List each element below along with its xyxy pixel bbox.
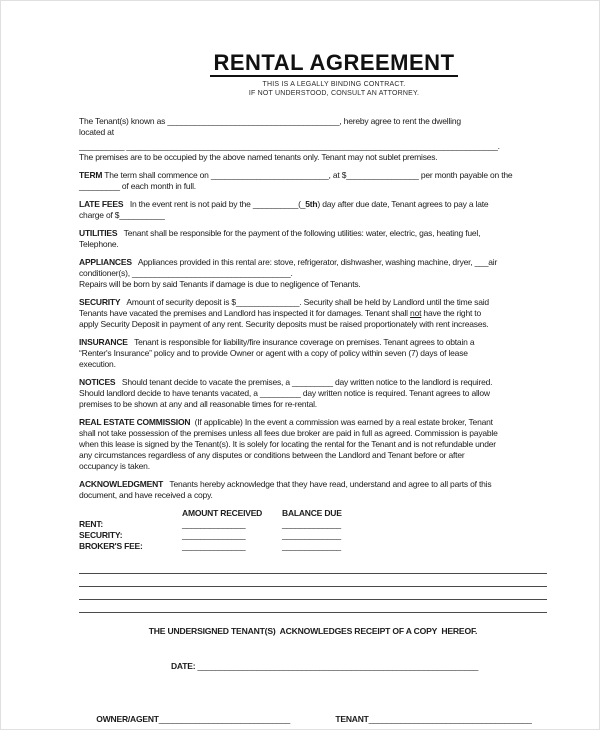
rent-balance-due-blank: _____________ <box>282 519 341 530</box>
text-line <box>79 297 547 308</box>
text-line: occupancy is taken. <box>79 461 150 472</box>
text-line <box>79 337 547 348</box>
document-header <box>35 51 600 98</box>
text-line <box>79 308 547 319</box>
text-line: Should landlord decide to have tenants vacated, a _________ day written notice is required. Tenant agrees to allow <box>79 388 490 399</box>
text-line: “Renter's Insurance” policy and to provide Owner or agent with a copy of policy within seven (7) days of lease <box>79 348 468 359</box>
document-title: RENTAL AGREEMENT <box>210 51 457 77</box>
address-blank-line: __________ __________________________________________________________________________________. <box>79 141 500 152</box>
text-line: In the event rent is not paid by the __________(_ <box>123 199 306 210</box>
table-header-amount-received: AMOUNT RECEIVED <box>182 508 263 519</box>
section-utilities <box>79 228 547 250</box>
underlined-word-not: not <box>410 308 422 319</box>
text-line: Appliances provided in this rental are: stove, refrigerator, dishwasher, washing machine, dryer, ___air <box>131 257 498 268</box>
text-line: Tenants hereby acknowledge that they have read, understand and agree to all parts of this <box>163 479 492 490</box>
intro-paragraph <box>79 116 547 163</box>
section-acknowledgment <box>79 479 547 501</box>
blank-writing-line <box>79 574 547 587</box>
text-line <box>79 479 547 490</box>
owner-agent-label: OWNER/AGENT <box>96 714 159 725</box>
section-heading: LATE FEES <box>79 199 124 210</box>
tenant-blank: ____________________________________ <box>368 714 532 725</box>
date-label: DATE: <box>170 661 196 672</box>
late-fee-day-value: 5th <box>305 199 318 210</box>
text-line: Amount of security deposit is $______________. Security shall be held by Landlord until the time said <box>120 297 489 308</box>
text-line <box>79 170 547 181</box>
subtitle-line: IF NOT UNDERSTOOD, CONSULT AN ATTORNEY. <box>248 89 420 97</box>
table-row-label-security: SECURITY: <box>79 530 123 541</box>
text-line: Tenants have vacated the premises and Landlord has inspected it for damages. Tenant shall <box>79 308 411 319</box>
blank-writing-line <box>79 561 547 574</box>
section-heading: NOTICES <box>79 377 116 388</box>
section-security <box>79 297 547 330</box>
section-notices <box>79 377 547 410</box>
text-line: Tenant shall be responsible for the payment of the following utilities: water, electric, gas, heating fuel, <box>117 228 481 239</box>
section-heading: UTILITIES <box>79 228 118 239</box>
payment-table <box>79 508 547 552</box>
tenant-signature <box>318 703 532 730</box>
section-heading: INSURANCE <box>79 337 128 348</box>
brokers-fee-balance-due-blank: _____________ <box>282 541 341 552</box>
repairs-note-line: Repairs will be born by said Tenants if damage is due to negligence of Tenants. <box>79 279 361 290</box>
table-row-label-brokers-fee: BROKER'S FEE: <box>79 541 143 552</box>
text-line: premises to be shown at any and all reasonable times for re-rental. <box>79 399 317 410</box>
text-line: charge of $__________ <box>79 210 165 221</box>
text-line: ) day after due date, Tenant agrees to pay a late <box>317 199 489 210</box>
undersigned-statement: THE UNDERSIGNED TENANT(S) ACKNOWLEDGES RECEIPT OF A COPY HEREOF. <box>148 626 478 637</box>
text-line: conditioner(s), ___________________________________. <box>79 268 293 279</box>
section-heading: SECURITY <box>79 297 121 308</box>
table-cell-empty <box>79 508 182 519</box>
date-blank: ______________________________________________________________ <box>195 661 479 672</box>
text-line: document, and have received a copy. <box>79 490 213 501</box>
security-balance-due-blank: _____________ <box>282 530 341 541</box>
text-line: have the right to <box>421 308 481 319</box>
document-subtitle <box>35 81 600 98</box>
text-line <box>79 377 547 388</box>
blank-writing-line <box>79 600 547 613</box>
section-heading: REAL ESTATE COMMISSION <box>79 417 191 428</box>
text-line: any circumstances regardless of any disputes or conditions between the Landlord and Tenant before or after <box>79 450 465 461</box>
text-line: The Tenant(s) known as ______________________________________, hereby agree to rent the dwelling <box>79 116 461 127</box>
text-line: located at <box>79 127 114 138</box>
date-line <box>158 650 547 683</box>
tenant-label: TENANT <box>335 714 369 725</box>
section-late-fees <box>79 199 547 221</box>
text-line: when this lease is signed by the Tenant(s). It is solely for locating the rental for the Tenant and is not refundable under <box>79 439 496 450</box>
owner-agent-signature <box>79 703 290 730</box>
brokers-fee-amount-received-blank: ______________ <box>182 541 246 552</box>
section-appliances <box>79 257 547 290</box>
signature-row <box>79 703 547 730</box>
text-line: execution. <box>79 359 116 370</box>
text-line <box>79 257 547 268</box>
text-line: The term shall commence on __________________________, at $________________ per month payable on the <box>102 170 513 181</box>
table-header-balance-due: BALANCE DUE <box>282 508 342 519</box>
text-line: shall not take possession of the premises unless all fees due broker are paid in full as agreed. Commission is payable <box>79 428 498 439</box>
text-line <box>79 199 547 210</box>
text-line: Should tenant decide to vacate the premises, a _________ day written notice to the landlord is required. <box>115 377 493 388</box>
blank-writing-lines <box>79 561 547 613</box>
text-line: (If applicable) In the event a commission was earned by a real estate broker, Tenant <box>190 417 493 428</box>
section-term <box>79 170 547 192</box>
owner-agent-blank: _____________________________ <box>158 714 291 725</box>
subtitle-line: THIS IS A LEGALLY BINDING CONTRACT. <box>262 81 406 89</box>
rent-amount-received-blank: ______________ <box>182 519 246 530</box>
security-amount-received-blank: ______________ <box>182 530 246 541</box>
text-line <box>79 228 547 239</box>
text-line <box>79 417 547 428</box>
text-line: Tenant is responsible for liability/fire insurance coverage on premises. Tenant agrees to obtain a <box>127 337 475 348</box>
text-line: The premises are to be occupied by the above named tenants only. Tenant may not sublet premises. <box>79 152 438 163</box>
section-insurance <box>79 337 547 370</box>
document-body <box>79 116 547 730</box>
text-line: _________ of each month in full. <box>79 181 196 192</box>
section-heading: ACKNOWLEDGMENT <box>79 479 164 490</box>
text-line: Telephone. <box>79 239 119 250</box>
section-real-estate-commission <box>79 417 547 472</box>
section-heading: TERM <box>79 170 103 181</box>
table-row-label-rent: RENT: <box>79 519 104 530</box>
blank-writing-line <box>79 587 547 600</box>
text-line: apply Security Deposit in payment of any rent. Security deposits must be raised proportionately with rent increases. <box>79 319 489 330</box>
section-heading: APPLIANCES <box>79 257 132 268</box>
